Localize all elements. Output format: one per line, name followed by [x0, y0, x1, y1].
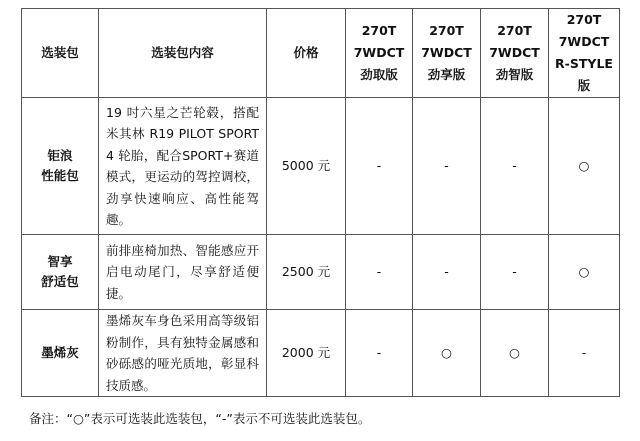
package-content: 墨烯灰车身色采用高等级铝粉制作，具有独特金属感和砂砾感的哑光质地，彰显科技质感。 [99, 310, 267, 397]
package-price: 2000 元 [267, 310, 346, 397]
package-content: 前排座椅加热、智能感应开启电动尾门，尽享舒适便捷。 [99, 235, 267, 310]
header-content: 选装包内容 [99, 9, 267, 98]
availability-cell: - [346, 235, 413, 310]
package-content: 19 吋六星之芒轮毂，搭配米其林 R19 PILOT SPORT 4 轮胎，配合SPORT+赛道模式，更运动的驾控调校，劲享快速响应、高性能驾趣。 [99, 98, 267, 235]
availability-cell: - [549, 310, 620, 397]
availability-cell: ○ [413, 310, 481, 397]
header-model-3: 270T 7WDCT 劲智版 [481, 9, 549, 98]
option-package-table [21, 8, 620, 397]
header-package: 选装包 [22, 9, 99, 98]
package-name: 智享 舒适包 [22, 235, 99, 310]
package-price: 2500 元 [267, 235, 346, 310]
availability-cell: - [346, 98, 413, 235]
availability-cell: ○ [481, 310, 549, 397]
table-note: 备注：“○”表示可选装此选装包，“-”表示不可选装此选装包。 [29, 411, 371, 426]
package-price: 5000 元 [267, 98, 346, 235]
header-model-1: 270T 7WDCT 劲取版 [346, 9, 413, 98]
header-model-4: 270T 7WDCT R-STYLE 版 [549, 9, 620, 98]
header-model-2: 270T 7WDCT 劲享版 [413, 9, 481, 98]
table-row [22, 98, 620, 235]
package-name: 墨烯灰 [22, 310, 99, 397]
availability-cell: - [346, 310, 413, 397]
table-row [22, 235, 620, 310]
availability-cell: ○ [549, 235, 620, 310]
header-price: 价格 [267, 9, 346, 98]
availability-cell: ○ [549, 98, 620, 235]
availability-cell: - [481, 235, 549, 310]
package-name: 钜浪 性能包 [22, 98, 99, 235]
table-row [22, 310, 620, 397]
availability-cell: - [481, 98, 549, 235]
availability-cell: - [413, 235, 481, 310]
header-row [22, 9, 620, 98]
availability-cell: - [413, 98, 481, 235]
